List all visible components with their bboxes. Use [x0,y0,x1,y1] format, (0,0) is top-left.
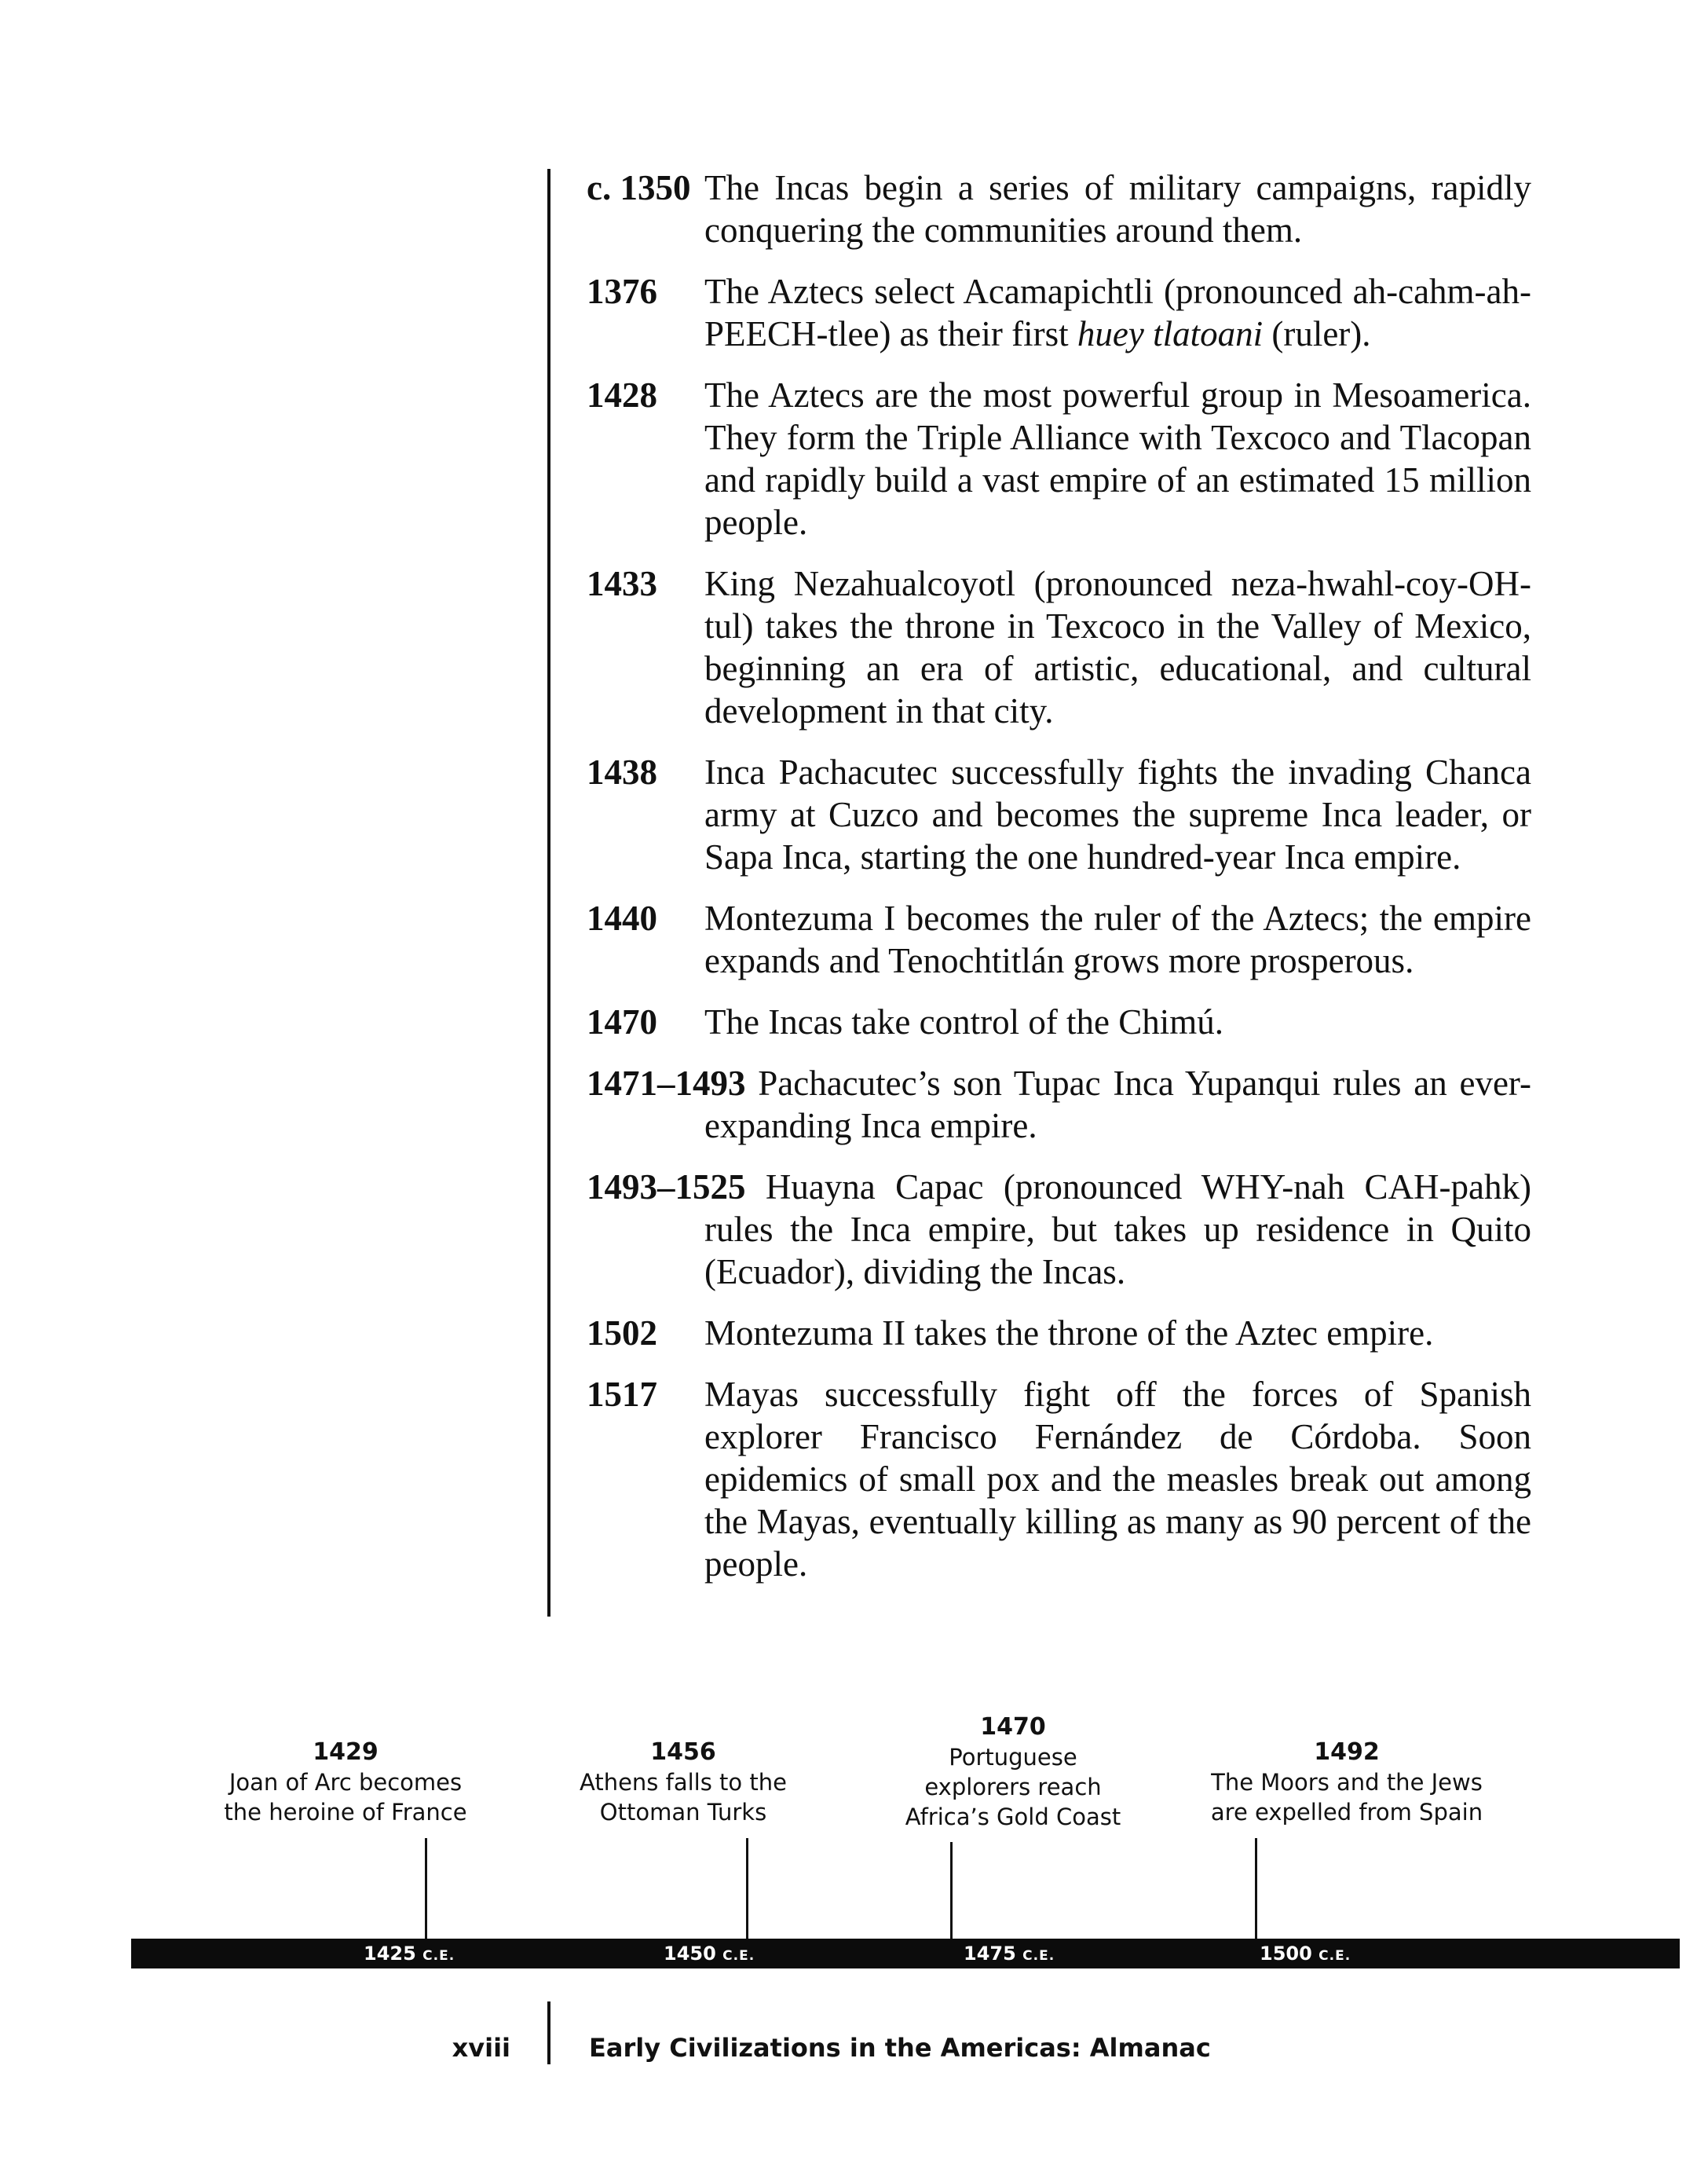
event-year: 1470 [980,1713,1046,1741]
entry-date: 1470 [587,1002,657,1042]
entry-date: 1433 [587,564,657,603]
event-year: 1429 [313,1738,379,1766]
entry-text: Huayna Capac (pronounced WHY-nah CAH-pahk) rules the Inca empire, but takes up residence in Quito (Ecuador), dividing the Incas. [704,1167,1532,1291]
timeline-event [188,1738,503,1827]
entry-text-italic: huey tlatoani [1077,314,1264,353]
scale-year: 1500 [1260,1943,1312,1965]
entry-text: Montezuma II takes the throne of the Aztec empire. [704,1313,1434,1353]
event-line: Africa’s Gold Coast [905,1804,1121,1830]
chronology-entry [587,1312,1531,1354]
timeline-scale-label [1260,1943,1351,1967]
timeline-tick [1255,1838,1257,1939]
timeline-scale-label [664,1943,755,1967]
entry-date: 1428 [587,375,657,415]
entry-date: 1440 [587,899,657,938]
chronology-entry [587,751,1531,878]
timeline-scale-label [964,1943,1055,1967]
entry-text: Mayas successfully fight off the forces of Spanish explorer Francisco Fernández de Córdoba. Soon epidemics of small pox and the measles break out among the Mayas, eventually killing as many as 90 percent of the people. [704,1375,1531,1584]
entry-text: Montezuma I becomes the ruler of the Aztecs; the empire expands and Tenochtitlán grows more prosperous. [704,899,1531,980]
entry-text: King Nezahualcoyotl (pronounced neza-hwahl-coy-OH-tul) takes the throne in Texcoco in the Valley of Mexico, beginning an era of artistic, educational, and cultural development in that city. [704,564,1531,731]
scale-era: C.E. [1318,1948,1351,1964]
event-line: the heroine of France [224,1799,467,1826]
scale-year: 1475 [964,1943,1016,1965]
entry-date: 1376 [587,272,657,311]
chronology-entry [587,1166,1531,1293]
entry-text: (ruler). [1263,314,1371,353]
event-line: Portuguese [949,1744,1077,1771]
entry-text: Inca Pachacutec successfully fights the invading Chanca army at Cuzco and becomes the supreme Inca leader, or Sapa Inca, starting the one hundred-year Inca empire. [704,753,1531,877]
timeline-scale-label [364,1943,455,1967]
event-line: Athens falls to the [580,1769,787,1796]
chronology-entry [587,562,1531,732]
chronology-entry [587,1001,1531,1043]
chronology-entry [587,1373,1531,1585]
chronology-list [587,167,1531,1604]
entry-text: Pachacutec’s son Tupac Inca Yupanqui rules an ever-expanding Inca empire. [704,1064,1531,1145]
scale-era: C.E. [422,1948,455,1964]
chronology-rule [547,169,550,1617]
timeline-tick [950,1842,953,1939]
entry-date: 1517 [587,1375,657,1414]
scale-era: C.E. [1022,1948,1055,1964]
timeline-event [1190,1738,1504,1827]
entry-text: The Incas begin a series of military campaigns, rapidly conquering the communities around them. [704,168,1531,250]
chronology-entry [587,374,1531,544]
footer-rule [547,2001,550,2064]
timeline-event [526,1738,840,1827]
timeline-tick [425,1838,427,1939]
timeline-tick [746,1838,748,1939]
entry-date: 1471–1493 [587,1064,746,1103]
event-line: explorers reach [924,1774,1102,1800]
entry-lead [587,1167,766,1207]
event-line: are expelled from Spain [1210,1799,1483,1826]
entry-lead [587,1064,758,1103]
running-title: Early Civilizations in the Americas: Almanac [589,2033,1211,2063]
page-number: xviii [452,2033,510,2063]
entry-date: c. 1350 [587,168,691,207]
chronology-entry [587,1062,1531,1147]
scale-year: 1450 [664,1943,716,1965]
entry-date: 1493–1525 [587,1167,746,1207]
event-line: Ottoman Turks [599,1799,767,1826]
event-line: Joan of Arc becomes [229,1769,463,1796]
scale-era: C.E. [722,1948,755,1964]
timeline-event [856,1712,1170,1832]
scale-year: 1425 [364,1943,416,1965]
entry-text: The Aztecs are the most powerful group in Mesoamerica. They form the Triple Alliance with Texcoco and Tlacopan and rapidly build a vast empire of an estimated 15 million people. [704,375,1531,542]
event-year: 1492 [1314,1738,1380,1766]
entry-text: The Incas take control of the Chimú. [704,1002,1224,1042]
chronology-entry [587,270,1531,355]
chronology-entry [587,167,1531,251]
entry-date: 1502 [587,1313,657,1353]
entry-date: 1438 [587,753,657,792]
chronology-entry [587,897,1531,982]
entry-text: The Aztecs select Acamapichtli (pronounced ah-cahm-ah-PEECH-tlee) as their first [704,272,1531,353]
event-year: 1456 [650,1738,716,1766]
event-line: The Moors and the Jews [1211,1769,1483,1796]
